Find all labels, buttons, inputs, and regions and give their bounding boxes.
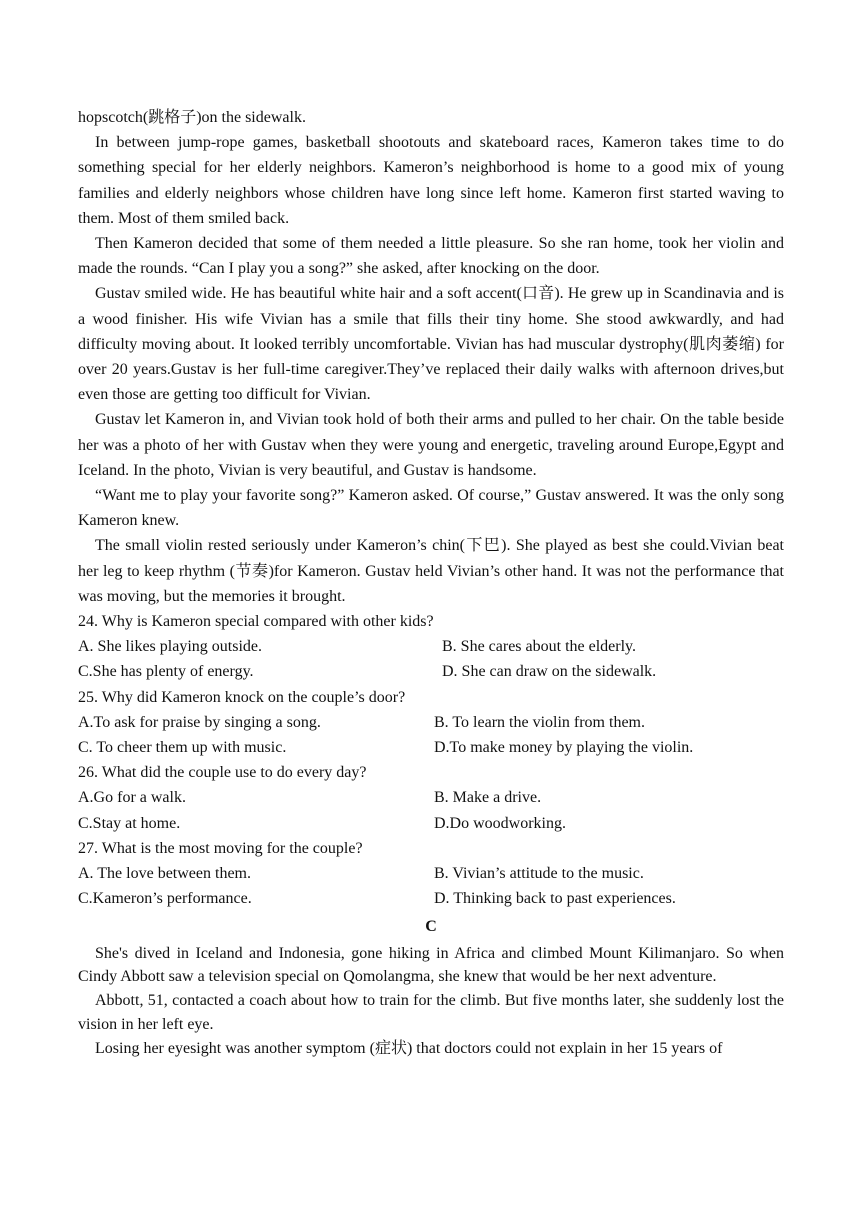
option-c: C.Kameron’s performance. xyxy=(78,890,252,908)
paragraph: Losing her eyesight was another symptom (症状) that doctors could not explain in her 15 years of xyxy=(95,1039,723,1057)
question-stem: 27. What is the most moving for the couple? xyxy=(78,839,363,857)
option-b: B. To learn the violin from them. xyxy=(434,713,645,731)
question-27 xyxy=(78,836,784,912)
question-26 xyxy=(78,760,784,836)
question-stem: 24. Why is Kameron special compared with other kids? xyxy=(78,613,434,631)
document-content xyxy=(78,105,784,1060)
paragraph: hopscotch(跳格子)on the sidewalk. xyxy=(78,109,306,126)
option-c: C.Stay at home. xyxy=(78,814,181,832)
paragraph: “Want me to play your favorite song?” Kameron asked. Of course,” Gustav answered. It was the only song Kameron knew. xyxy=(78,487,784,530)
option-d: D.Do woodworking. xyxy=(434,814,566,832)
question-stem: 25. Why did Kameron knock on the couple’s door? xyxy=(78,688,406,706)
option-b: B. Make a drive. xyxy=(434,789,542,807)
option-a: A.Go for a walk. xyxy=(78,789,186,807)
paragraph: She's dived in Iceland and Indonesia, gone hiking in Africa and climbed Mount Kilimanjaro. So when Cindy Abbott saw a television special on Qomolangma, she knew that would be her next adventure. xyxy=(78,944,784,986)
passage-b xyxy=(78,105,784,609)
option-a: A. The love between them. xyxy=(78,865,251,883)
option-c: C.She has plenty of energy. xyxy=(78,663,254,681)
paragraph: In between jump-rope games, basketball shootouts and skateboard races, Kameron takes time to do something special for her elderly neighbors. Kameron’s neighborhood is home to a good mix of young families and elderly neighbors whose children have long since left home. Kameron first started waving to them. Most of them smiled back. xyxy=(78,134,784,227)
option-d: D. She can draw on the sidewalk. xyxy=(442,663,657,681)
paragraph: Abbott, 51, contacted a coach about how to train for the climb. But five months later, she suddenly lost the vision in her left eye. xyxy=(78,992,784,1033)
questions xyxy=(78,609,784,911)
paragraph: Gustav smiled wide. He has beautiful white hair and a soft accent(口音). He grew up in Scandinavia and is a wood finisher. His wife Vivian has a smile that fills their tiny home. She stood awkwardly, and had difficulty moving about. It looked terribly uncomfortable. Vivian has had muscular dystrophy(肌肉萎缩) for over 20 years.Gustav is her full-time caregiver.They’ve replaced their daily walks with afternoon drives,but even those are getting too difficult for Vivian. xyxy=(78,285,784,404)
option-c: C. To cheer them up with music. xyxy=(78,739,287,757)
option-b: B. She cares about the elderly. xyxy=(442,638,637,656)
option-d: D.To make money by playing the violin. xyxy=(434,739,694,757)
option-a: A. She likes playing outside. xyxy=(78,638,262,656)
paragraph: Then Kameron decided that some of them needed a little pleasure. So she ran home, took her violin and made the rounds. “Can I play you a song?” she asked, after knocking on the door. xyxy=(78,235,784,278)
option-a: A.To ask for praise by singing a song. xyxy=(78,713,321,731)
passage-c xyxy=(78,912,784,1061)
paragraph: Gustav let Kameron in, and Vivian took hold of both their arms and pulled to her chair. On the table beside her was a photo of her with Gustav when they were young and energetic, traveling around Europe,Egypt and Iceland. In the photo, Vivian is very beautiful, and Gustav is handsome. xyxy=(78,411,784,479)
question-stem: 26. What did the couple use to do every day? xyxy=(78,764,367,782)
question-25 xyxy=(78,685,784,761)
option-d: D. Thinking back to past experiences. xyxy=(434,890,676,908)
paragraph: The small violin rested seriously under Kameron’s chin(下巴). She played as best she could.Vivian beat her leg to keep rhythm (节奏)for Kameron. Gustav held Vivian’s other hand. It was not the performance that was moving, but the memories it brought. xyxy=(78,537,784,605)
question-24 xyxy=(78,609,784,685)
option-b: B. Vivian’s attitude to the music. xyxy=(434,865,644,883)
section-heading: C xyxy=(425,917,437,935)
